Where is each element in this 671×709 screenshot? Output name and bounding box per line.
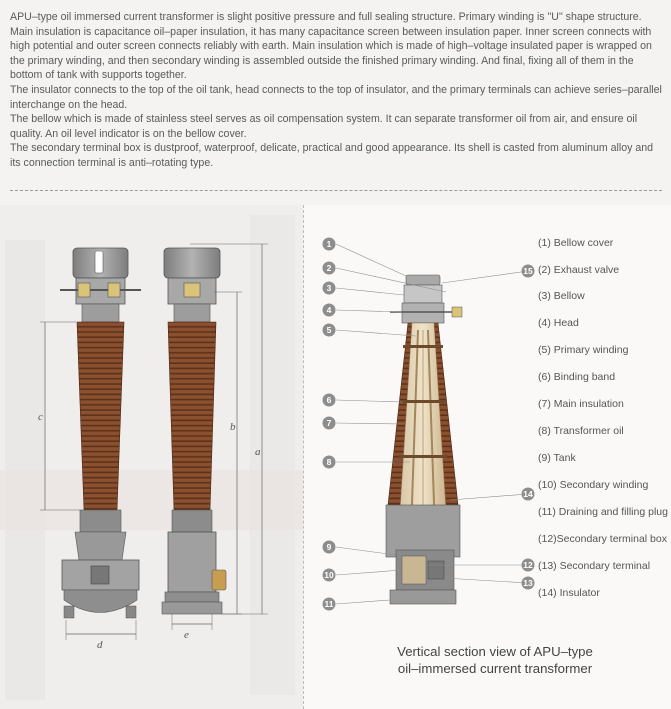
side-view [162,244,268,641]
callout-4: 4 [326,305,332,315]
front-insulator [77,322,124,510]
callout-12: 12 [523,560,533,570]
dimension-d-label: d [97,639,103,651]
caption-line-1: Vertical section view of APU–type [397,644,593,659]
callout-7: 7 [326,418,332,428]
dimension-c-label: c [38,411,43,423]
section-bellow [404,285,442,303]
legend-item-10: (10) Secondary winding [538,479,649,491]
intro-paragraph-1: APU–type oil immersed current transformer is slight positive pressure and full sealing structure. Primary winding is "U" shape structure. Main insulation is capacitance oil–paper insulation, it has many capacitance screen between insulation paper. Inner screen connects with high potential and outer screen connects reliably with earth. Main insulation which is made of high–voltage insulated paper is wrapped on the primary winding, and then secondary winding is assembled outside the finished primary winding. And final, fixing all of them in the bottom of tank with supports together. [10,11,652,82]
side-insulator [168,322,216,510]
callout-3: 3 [326,283,332,293]
figure-caption [380,643,610,677]
callout-5: 5 [326,325,332,335]
callout-2: 2 [326,263,332,273]
legend-item-2: (2) Exhaust valve [538,264,620,276]
legend-item-4: (4) Head [538,317,579,329]
callout-1: 1 [326,239,332,249]
callout-15: 15 [523,266,533,276]
callout-10: 10 [324,570,334,580]
front-view [38,248,141,651]
legend-item-5: (5) Primary winding [538,344,629,356]
section-view [386,275,462,604]
section-tank [386,505,460,557]
legend-item-3: (3) Bellow [538,290,585,302]
dimension-a-label: a [255,446,261,458]
callout-11: 11 [324,599,334,609]
callout-9: 9 [326,542,332,552]
intro-paragraph-3: The bellow which is made of stainless steel serves as oil compensation system. It can separate transformer oil from air, and ensure oil quality. An oil level indicator is on the bellow cover. [10,113,638,140]
callout-8: 8 [326,457,332,467]
side-tank [168,532,216,592]
legend-item-14: (14) Insulator [538,587,600,599]
side-bellow-cover [164,248,220,278]
callout-6: 6 [326,395,332,405]
legend-item-11: (11) Draining and filling plug [538,506,668,518]
side-terminal-box [212,570,226,590]
dimension-e-label: e [184,629,189,641]
intro-paragraph-4: The secondary terminal box is dustproof, waterproof, delicate, practical and good appearance. Its shell is casted from aluminum alloy and its connection terminal is anti–rotating type. [10,142,654,169]
legend-item-13: (13) Secondary terminal [538,560,651,572]
legend-item-6: (6) Binding band [538,371,616,383]
legend-item-7: (7) Main insulation [538,398,624,410]
legend-item-12: (12)Secondary terminal box [538,533,667,545]
legend-item-8: (8) Transformer oil [538,425,624,437]
section-secondary-winding [402,556,426,584]
section-bellow-cover [406,275,440,285]
dimension-b-label: b [230,421,236,433]
callout-13: 13 [523,578,533,588]
legend-item-9: (9) Tank [538,452,576,464]
section-head [402,303,444,323]
intro-paragraph-2: The insulator connects to the top of the oil tank, head connects to the top of insulator, and the primary terminals can achieve series–parallel interchange on the head. [10,83,662,111]
callout-14: 14 [523,489,533,499]
legend-item-1: (1) Bellow cover [538,237,614,249]
caption-line-2: oil–immersed current transformer [397,661,593,676]
